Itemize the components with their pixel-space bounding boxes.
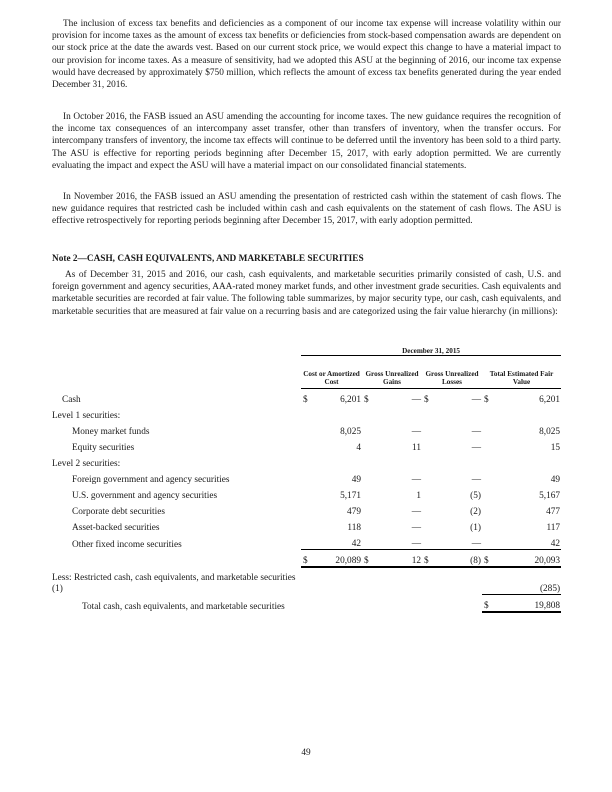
table-row: Corporate debt securities 479 — (2) 477 <box>72 507 561 517</box>
column-header-losses: Gross Unrealized Losses <box>422 356 482 389</box>
table-row: Other fixed income securities 42 — — 42 <box>72 539 561 550</box>
restricted-cash-value: (285) <box>539 584 561 594</box>
column-header-fair-value: Total Estimated Fair Value <box>482 356 561 389</box>
table-row: Money market funds 8,025 — — 8,025 <box>72 427 561 437</box>
column-header-gains: Gross Unrealized Gains <box>362 356 422 389</box>
note-paragraph: As of December 31, 2015 and 2016, our cash, cash equivalents, and marketable securities primarily consisted of cash, U.S. and foreign government and agency securities, AAA-rated money market funds, and other investment grade securities. Cash equivalents and marketable securities are recorded at fair value. The following table summarizes, by major security type, our cash, cash equivalents, and marketable securities that are measured at fair value on a recurring basis and are categorized using the fair value hierarchy (in millions): <box>52 270 561 317</box>
paragraph-restricted-cash: In November 2016, the FASB issued an ASU amending the presentation of restricted cash within the statement of cash flows. The new guidance requires that restricted cash be included within cash and cash equivalents on the statement of cash flows. The ASU is effective retrospectively for reporting periods beginning after December 15, 2017, with early adoption permitted. <box>52 192 561 227</box>
table-row: Asset-backed securities 118 — (1) 117 <box>72 523 561 533</box>
column-header-cost: Cost or Amortized Cost <box>301 356 362 389</box>
table-row: Level 1 securities: <box>52 411 121 421</box>
total-value: 19,808 <box>494 595 561 613</box>
page-number: 49 <box>301 748 311 758</box>
paragraph-excess-tax-benefits: The inclusion of excess tax benefits and deficiencies as a component of our income tax expense will increase volatility within our provision for income taxes as the amount of excess tax benefits or deficiencies from stock-based compensation awards are dependent on our stock price at the date the awards vest. Based on our current stock price, we would expect this change to have a material impact to our provision for income taxes. As a measure of sensitivity, had we adopted this ASU at the beginning of 2016, our income tax expense would have decreased by approximately $750 million, which reflects the amount of excess tax benefits generated during the year ended December 31, 2016. <box>52 19 561 91</box>
table-row: Cash $ 6,201 $ — $ — $ 6,201 <box>62 395 561 405</box>
table-row: Foreign government and agency securities 49 — — 49 <box>72 475 561 485</box>
restricted-cash-label: Less: Restricted cash, cash equivalents, and marketable securities (1) <box>52 572 296 594</box>
note-heading: Note 2—CASH, CASH EQUIVALENTS, AND MARKETABLE SECURITIES <box>52 254 364 264</box>
table-column-header-row <box>52 356 561 389</box>
paragraph-intercompany-transfers: In October 2016, the FASB issued an ASU amending the accounting for income taxes. The new guidance requires the recognition of the income tax consequences of an intercompany asset transfer, other than transfers of inventory, when the transfer occurs. For intercompany transfers of inventory, the income tax effects will continue to be deferred until the inventory has been sold to a third party. The ASU is effective for reporting periods beginning after December 15, 2017, with early adoption permitted. We are currently evaluating the impact and expect the ASU will have a material impact on our consolidated financial statements. <box>52 112 561 171</box>
period-header: December 31, 2015 <box>301 341 561 356</box>
table-row: U.S. government and agency securities 5,171 1 (5) 5,167 <box>72 491 561 501</box>
subtotal-row: $ 20,089 $ 12 $ (8) $ 20,093 <box>52 550 561 568</box>
table-row: Equity securities 4 11 — 15 <box>72 443 561 453</box>
restricted-cash-row <box>52 567 561 595</box>
table-row: Level 2 securities: <box>52 459 121 469</box>
table-period-row <box>52 341 561 356</box>
total-row: Total cash, cash equivalents, and marketable securities $ 19,808 <box>52 595 561 613</box>
total-label: Total cash, cash equivalents, and marketable securities <box>82 602 285 612</box>
securities-table <box>52 341 561 613</box>
